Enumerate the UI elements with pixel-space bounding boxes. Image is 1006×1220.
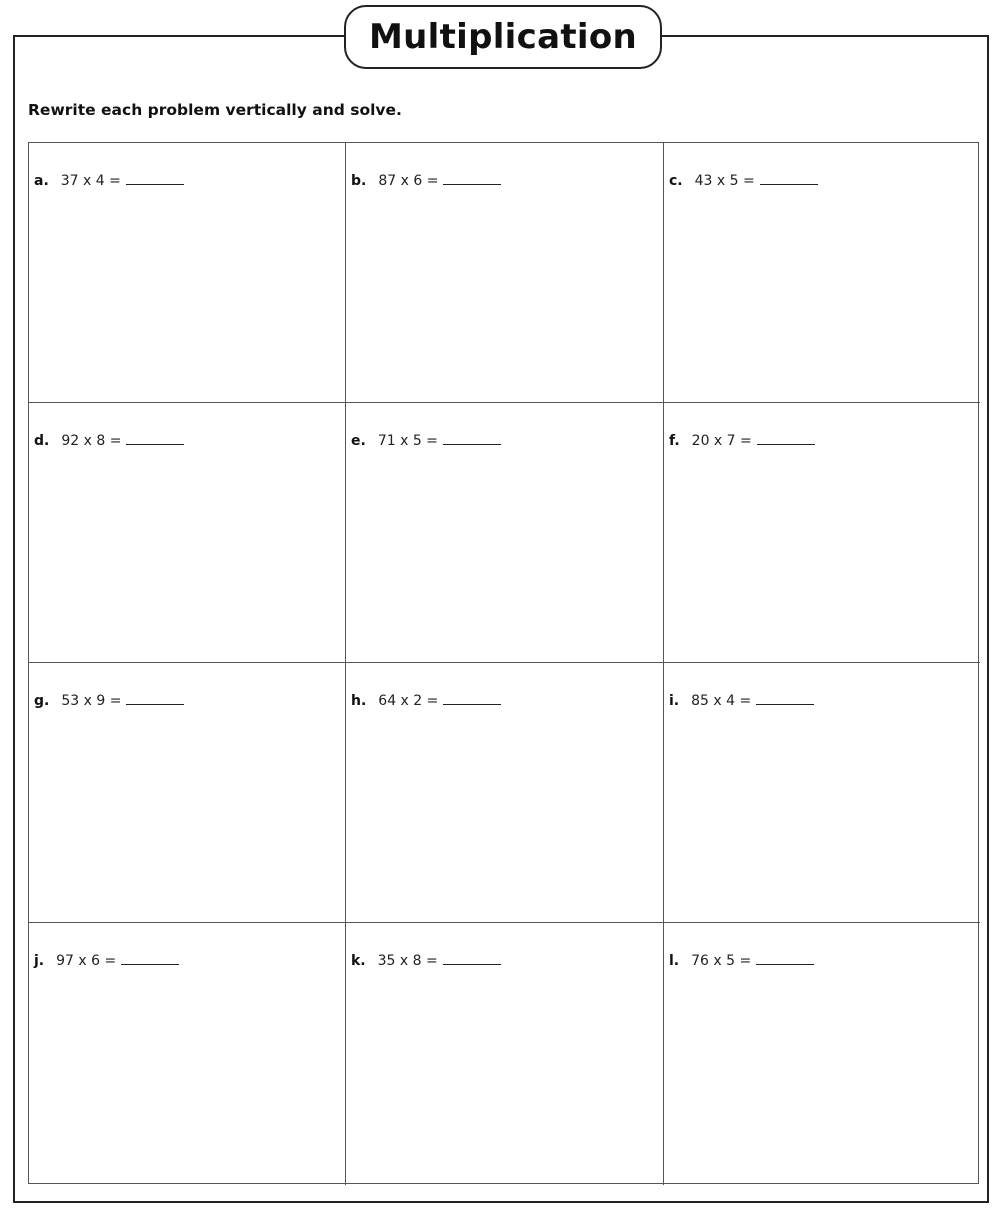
problem-expression: 53 x 9 = xyxy=(61,693,122,709)
problem-cell-j[interactable] xyxy=(29,923,346,1185)
answer-blank[interactable] xyxy=(760,172,818,185)
problem-label: e. xyxy=(351,433,366,449)
problem-label: j. xyxy=(34,953,45,969)
problem-k xyxy=(351,952,501,969)
problem-cell-l[interactable] xyxy=(664,923,980,1185)
instructions-text: Rewrite each problem vertically and solve. xyxy=(28,101,402,119)
problem-expression: 20 x 7 = xyxy=(691,433,752,449)
answer-blank[interactable] xyxy=(126,172,184,185)
problem-cell-g[interactable] xyxy=(29,663,346,923)
problem-label: i. xyxy=(669,693,680,709)
problem-expression: 71 x 5 = xyxy=(377,433,438,449)
problem-label: k. xyxy=(351,953,366,969)
answer-blank[interactable] xyxy=(121,952,179,965)
problem-i xyxy=(669,692,814,709)
problem-cell-k[interactable] xyxy=(346,923,664,1185)
problem-h xyxy=(351,692,501,709)
problem-cell-e[interactable] xyxy=(346,403,664,663)
problem-expression: 43 x 5 = xyxy=(694,173,755,189)
answer-blank[interactable] xyxy=(443,952,501,965)
problem-label: d. xyxy=(34,433,50,449)
problem-e xyxy=(351,432,501,449)
problem-b xyxy=(351,172,501,189)
problem-g xyxy=(34,692,184,709)
problem-expression: 87 x 6 = xyxy=(378,173,439,189)
problem-label: f. xyxy=(669,433,680,449)
problem-grid xyxy=(28,142,979,1184)
answer-blank[interactable] xyxy=(757,432,815,445)
answer-blank[interactable] xyxy=(443,692,501,705)
title-banner xyxy=(344,5,662,69)
problem-label: c. xyxy=(669,173,683,189)
problem-cell-b[interactable] xyxy=(346,143,664,403)
answer-blank[interactable] xyxy=(756,692,814,705)
problem-expression: 85 x 4 = xyxy=(691,693,752,709)
problem-expression: 92 x 8 = xyxy=(61,433,122,449)
problem-cell-d[interactable] xyxy=(29,403,346,663)
answer-blank[interactable] xyxy=(126,692,184,705)
problem-label: l. xyxy=(669,953,680,969)
problem-label: b. xyxy=(351,173,367,189)
problem-cell-c[interactable] xyxy=(664,143,980,403)
problem-l xyxy=(669,952,814,969)
problem-expression: 37 x 4 = xyxy=(60,173,121,189)
problem-j xyxy=(34,952,179,969)
problem-cell-f[interactable] xyxy=(664,403,980,663)
problem-f xyxy=(669,432,815,449)
problem-a xyxy=(34,172,184,189)
problem-expression: 97 x 6 = xyxy=(56,953,117,969)
problem-expression: 64 x 2 = xyxy=(378,693,439,709)
problem-expression: 35 x 8 = xyxy=(377,953,438,969)
answer-blank[interactable] xyxy=(126,432,184,445)
problem-label: g. xyxy=(34,693,50,709)
problem-c xyxy=(669,172,818,189)
answer-blank[interactable] xyxy=(756,952,814,965)
problem-label: a. xyxy=(34,173,49,189)
page-title: Multiplication xyxy=(368,17,637,57)
answer-blank[interactable] xyxy=(443,432,501,445)
problem-cell-a[interactable] xyxy=(29,143,346,403)
problem-expression: 76 x 5 = xyxy=(691,953,752,969)
problem-cell-h[interactable] xyxy=(346,663,664,923)
problem-cell-i[interactable] xyxy=(664,663,980,923)
problem-d xyxy=(34,432,184,449)
answer-blank[interactable] xyxy=(443,172,501,185)
problem-label: h. xyxy=(351,693,367,709)
